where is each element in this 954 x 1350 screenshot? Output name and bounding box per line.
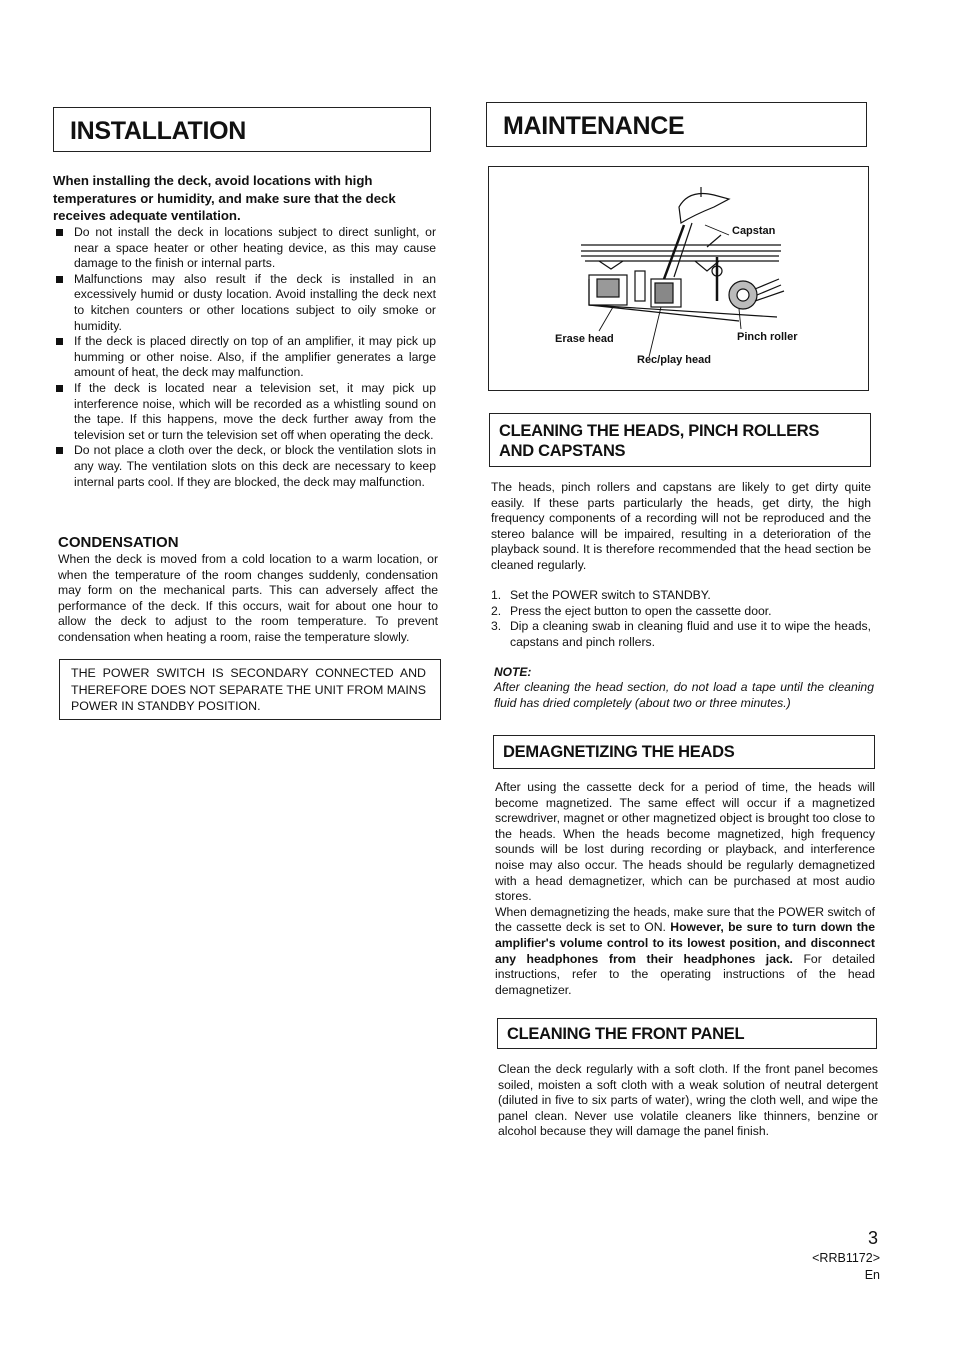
document-code: <RRB1172> xyxy=(812,1251,880,1265)
note-text: After cleaning the head section, do not load a tape until the cleaning fluid has dried completely (about two or three minutes.) xyxy=(494,680,874,710)
pinch-roller-label: Pinch roller xyxy=(737,331,798,343)
maintenance-title: MAINTENANCE xyxy=(503,112,685,140)
cleaning-heads-heading-box xyxy=(489,413,871,467)
front-panel-text: Clean the deck regularly with a soft cloth. If the front panel becomes soiled, moisten a soft cloth with a weak solution of neutral detergent (diluted in five to six parts of water), wring the cloth well, and wipe the panel clean. Never use volatile cleaners like thinners, benzine or alcohol because they will damage the panel finish. xyxy=(498,1062,878,1139)
installation-bullet: Do not install the deck in locations subject to direct sunlight, or near a space heater or other heating device, as this may cause damage to the finish or internal parts. xyxy=(55,225,436,272)
installation-lead: When installing the deck, avoid locations with high temperatures or humidity, and make sure that the deck receives adequate ventilation. xyxy=(53,173,396,223)
installation-bullet: If the deck is located near a television set, it may pick up interference noise, which will be recorded as a whistling sound on the tape. If this happens, move the deck further away from the television set or turn the television set off when operating the deck. xyxy=(55,381,436,443)
demagnetizing-text: After using the cassette deck for a period of time, the heads will become magnetized. The same effect will occur if a magnetized screwdriver, magnet or other magnetized object is brought too close to the heads. When the heads become magnetized, high frequency sounds will be lost during recording or playback, and interference noise may also occur. The heads should be regularly demagnetized with a head demagnetizer, which can be purchased at most audio stores. xyxy=(495,780,875,904)
cleaning-step: 3. Dip a cleaning swab in cleaning fluid and use it to wipe the heads, capstans and pinch rollers. xyxy=(491,619,871,649)
power-notice-box xyxy=(59,659,441,720)
rec-play-head-label: Rec/play head xyxy=(637,354,711,366)
head-diagram-box xyxy=(488,166,869,391)
installation-title: INSTALLATION xyxy=(70,117,247,145)
demagnetizing-title: DEMAGNETIZING THE HEADS xyxy=(503,743,735,761)
erase-head-label: Erase head xyxy=(555,333,614,345)
installation-bullet-list xyxy=(55,225,436,490)
cleaning-step: 2. Press the eject button to open the cassette door. xyxy=(491,603,772,618)
demagnetizing-body xyxy=(495,780,875,998)
cleaning-heads-title-line: AND CAPSTANS xyxy=(499,442,626,460)
condensation-text: When the deck is moved from a cold location to a warm location, or when the temperature of the room changes suddenly, condensation may form on the mechanical parts. This can adversely affect the performance of the deck. If this occurs, wait for about one hour to allow the deck to adjust to the room temperature. To prevent condensation when heating a room, raise the temperature slowly. xyxy=(58,552,438,644)
installation-bullet: If the deck is placed directly on top of an amplifier, it may pick up humming or other noise. Also, if the amplifier generates a large amount of heat, the deck may malfunction. xyxy=(55,334,436,381)
installation-heading-box xyxy=(53,107,431,152)
capstan-label: Capstan xyxy=(732,225,776,237)
cleaning-heads-title-line: CLEANING THE HEADS, PINCH ROLLERS xyxy=(499,422,820,440)
cleaning-heads-intro: The heads, pinch rollers and capstans are likely to get dirty quite easily. If these parts particularly the heads, get dirty, the high frequency components of a recording will not be reproduced and the stereo balance will be impaired, resulting in a deterioration of the playback sound. It is therefore recommended that the head section be cleaned regularly. xyxy=(491,480,871,572)
page-number: 3 xyxy=(867,1228,878,1248)
cleaning-step: 1. Set the POWER switch to STANDBY. xyxy=(491,588,711,602)
condensation-title: CONDENSATION xyxy=(58,534,179,551)
demagnetizing-text-2: When demagnetizing the heads, make sure that the POWER switch of the cassette deck is set to ON. However, be sure to turn down the amplifier's volume control to its lowest position, and disconnect any headphones from their headphones jack. For detailed instructions, refer to the operating instructions of the head demagnetizer. xyxy=(495,904,875,997)
power-notice-text: THE POWER SWITCH IS SECONDARY CONNECTED AND THEREFORE DOES NOT SEPARATE THE UNIT FROM MAINS POWER IN STANDBY POSITION. xyxy=(71,666,426,713)
maintenance-heading-box xyxy=(486,102,867,147)
front-panel-heading-box xyxy=(497,1018,877,1049)
cleaning-heads-title xyxy=(499,421,819,461)
installation-bullet: Malfunctions may also result if the deck is installed in an excessively humid or dusty location. Avoid installing the deck next to kitchen counters or other locations subject to oily smoke or humidity. xyxy=(55,272,436,334)
front-panel-title: CLEANING THE FRONT PANEL xyxy=(507,1025,745,1043)
note-label: NOTE: xyxy=(494,665,532,679)
demagnetizing-heading-box xyxy=(493,735,875,769)
installation-bullet: Do not place a cloth over the deck, or block the ventilation slots in any way. The ventilation slots on this deck are necessary to keep internal parts cool. If they are blocked, the deck may malfunction. xyxy=(55,443,436,490)
cleaning-steps xyxy=(491,588,871,650)
language-code: En xyxy=(864,1268,880,1282)
